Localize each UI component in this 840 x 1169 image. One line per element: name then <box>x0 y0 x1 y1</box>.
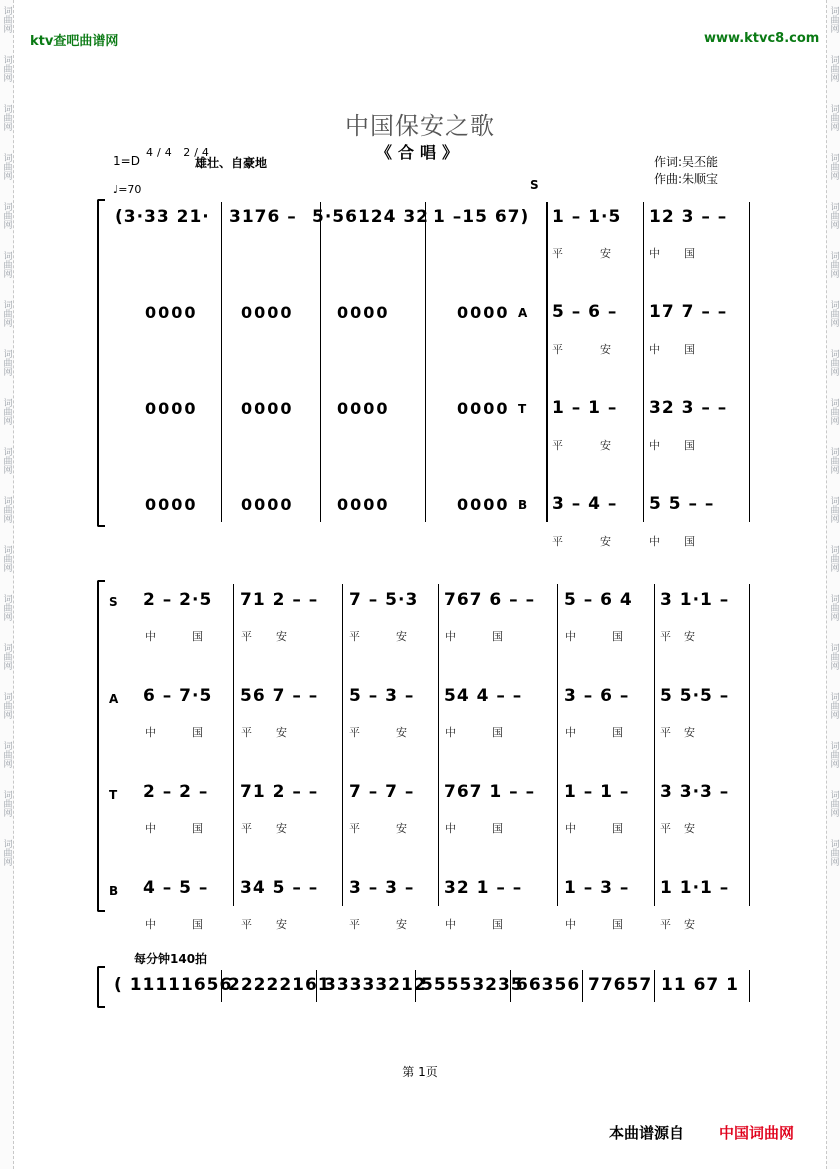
lyric: 国 <box>684 343 695 356</box>
watermark-glyph: 词 <box>828 104 839 113</box>
watermark-glyph: 网 <box>828 759 839 768</box>
bass-measure: 1 – 3 – <box>564 878 630 898</box>
soprano-intro-measure: (3·33 21· <box>115 207 210 227</box>
tenor-rest: 0000 <box>337 399 390 418</box>
lyric: 国 <box>492 726 503 739</box>
watermark-glyph: 网 <box>1 612 12 621</box>
system1-barline <box>425 202 426 522</box>
soprano-measure: 5 – 6 4 <box>564 590 633 610</box>
watermark-glyph: 曲 <box>1 554 12 563</box>
lyric: 中 <box>565 630 576 643</box>
watermark-glyph: 曲 <box>828 848 839 857</box>
watermark-glyph: 曲 <box>1 309 12 318</box>
lyric: 平 <box>660 822 671 835</box>
watermark-glyph: 曲 <box>1 407 12 416</box>
watermark-glyph: 曲 <box>828 309 839 318</box>
bass-measure: 34 5 – – <box>240 878 319 898</box>
lyric: 中 <box>145 726 156 739</box>
lyric: 中 <box>145 630 156 643</box>
watermark-glyph: 词 <box>828 643 839 652</box>
lyric: 平 <box>241 630 252 643</box>
watermark-glyph: 词 <box>1 251 12 260</box>
watermark-glyph: 曲 <box>1 456 12 465</box>
watermark-glyph: 曲 <box>1 15 12 24</box>
watermark-glyph: 曲 <box>1 64 12 73</box>
tenor-measure: 2 – 2 – <box>143 782 209 802</box>
bass-rest: 0000 <box>457 495 510 514</box>
watermark-glyph: 词 <box>1 202 12 211</box>
watermark-glyph: 网 <box>828 612 839 621</box>
soprano-measure: 71 2 – – <box>240 590 319 610</box>
system2-barline <box>654 584 655 906</box>
watermark-glyph: 曲 <box>1 652 12 661</box>
watermark-glyph: 曲 <box>828 162 839 171</box>
lyric: 安 <box>396 918 407 931</box>
lyric: 安 <box>600 535 611 548</box>
watermark-glyph: 词 <box>828 839 839 848</box>
system2-barline <box>749 584 750 906</box>
watermark-glyph: 词 <box>828 496 839 505</box>
watermark-glyph: 网 <box>828 514 839 523</box>
lyric: 平 <box>552 535 563 548</box>
accompaniment-measure: 77657 <box>588 975 653 995</box>
bass-rest: 0000 <box>337 495 390 514</box>
watermark-glyph: 网 <box>1 220 12 229</box>
watermark-glyph: 词 <box>828 6 839 15</box>
alto-rest: 0000 <box>337 303 390 322</box>
alto-measure: 5 – 6 – <box>552 302 618 322</box>
tenor-rest: 0000 <box>241 399 294 418</box>
watermark-glyph: 网 <box>828 171 839 180</box>
watermark-glyph: 网 <box>828 710 839 719</box>
lyric: 国 <box>684 535 695 548</box>
alto-label: A <box>518 306 528 320</box>
watermark-glyph: 曲 <box>1 750 12 759</box>
soprano-measure: 12 3 – – <box>649 207 728 227</box>
key-signature: 1=D <box>113 154 140 168</box>
watermark-glyph: 网 <box>1 710 12 719</box>
lyric: 国 <box>684 247 695 260</box>
system2-barline <box>233 584 234 906</box>
watermark-glyph: 网 <box>1 73 12 82</box>
bass-measure: 5 5 – – <box>649 494 715 514</box>
watermark-glyph: 词 <box>1 790 12 799</box>
lyric: 平 <box>660 726 671 739</box>
watermark-glyph: 曲 <box>1 799 12 808</box>
watermark-glyph: 网 <box>828 661 839 670</box>
lyric: 中 <box>565 822 576 835</box>
lyric: 中 <box>649 343 660 356</box>
alto-measure: 56 7 – – <box>240 686 319 706</box>
lyric: 安 <box>276 630 287 643</box>
watermark-glyph: 网 <box>1 416 12 425</box>
soprano-measure: 7 – 5·3 <box>349 590 419 610</box>
watermark-glyph: 词 <box>828 55 839 64</box>
watermark-glyph: 曲 <box>828 701 839 710</box>
watermark-glyph: 网 <box>1 171 12 180</box>
watermark-glyph: 词 <box>828 447 839 456</box>
lyric: 安 <box>600 439 611 452</box>
watermark-glyph: 词 <box>828 153 839 162</box>
watermark-glyph: 词 <box>1 398 12 407</box>
lyric: 国 <box>192 918 203 931</box>
system1-barline <box>643 202 644 522</box>
accompaniment-measure: 22222161 <box>228 975 331 995</box>
bass-measure: 32 1 – – <box>444 878 523 898</box>
bass-label: B <box>518 498 528 512</box>
watermark-glyph: 词 <box>828 251 839 260</box>
watermark-glyph: 词 <box>1 741 12 750</box>
watermark-glyph: 词 <box>1 594 12 603</box>
lyric: 平 <box>660 630 671 643</box>
watermark-glyph: 曲 <box>828 750 839 759</box>
composer-credit: 作曲:朱顺宝 <box>654 172 719 186</box>
watermark-glyph: 曲 <box>1 211 12 220</box>
tenor-measure: 767 1 – – <box>444 782 536 802</box>
alto-measure: 6 – 7·5 <box>143 686 213 706</box>
lyric: 平 <box>349 630 360 643</box>
watermark-glyph: 曲 <box>1 162 12 171</box>
watermark-glyph: 曲 <box>828 505 839 514</box>
watermark-glyph: 词 <box>1 545 12 554</box>
watermark-glyph: 网 <box>1 269 12 278</box>
lyric: 平 <box>349 726 360 739</box>
system3-barline <box>582 970 583 1002</box>
lyric: 国 <box>684 439 695 452</box>
watermark-glyph: 网 <box>828 269 839 278</box>
watermark-glyph: 网 <box>1 465 12 474</box>
system1-barline <box>320 202 321 522</box>
song-subtitle: 《合唱》 <box>375 143 464 162</box>
lyric: 安 <box>684 726 695 739</box>
tenor-measure: 3 3·3 – <box>660 782 730 802</box>
site-header-left[interactable]: ktv查吧曲谱网 <box>30 34 119 49</box>
alto-measure: 3 – 6 – <box>564 686 630 706</box>
watermark-glyph: 网 <box>828 318 839 327</box>
watermark-glyph: 网 <box>1 122 12 131</box>
lyric: 国 <box>612 822 623 835</box>
tempo-change-note: 每分钟140拍 <box>134 952 208 966</box>
source-note: 本曲谱源自 <box>609 1124 685 1142</box>
soprano-intro-measure: 5·56124 32 <box>312 207 430 227</box>
watermark-glyph: 曲 <box>828 64 839 73</box>
watermark-glyph: 词 <box>1 447 12 456</box>
system3-brace <box>97 966 105 1008</box>
watermark-glyph: 词 <box>828 692 839 701</box>
soprano-measure: 767 6 – – <box>444 590 536 610</box>
watermark-glyph: 曲 <box>828 260 839 269</box>
lyric: 中 <box>445 918 456 931</box>
watermark-glyph: 网 <box>1 857 12 866</box>
watermark-glyph: 曲 <box>828 407 839 416</box>
watermark-glyph: 网 <box>1 318 12 327</box>
lyric: 中 <box>649 247 660 260</box>
watermark-glyph: 网 <box>1 563 12 572</box>
watermark-glyph: 曲 <box>1 505 12 514</box>
watermark-glyph: 曲 <box>828 799 839 808</box>
soprano-section-label: S <box>530 178 539 192</box>
watermark-glyph: 词 <box>1 6 12 15</box>
watermark-glyph: 词 <box>1 496 12 505</box>
lyric: 中 <box>445 630 456 643</box>
soprano-intro-measure: 1 –15 67) <box>433 207 530 227</box>
tenor-rest: 0000 <box>457 399 510 418</box>
watermark-glyph: 词 <box>828 545 839 554</box>
lyric: 平 <box>552 247 563 260</box>
lyric: 中 <box>145 918 156 931</box>
watermark-glyph: 词 <box>1 55 12 64</box>
bass-rest: 0000 <box>241 495 294 514</box>
lyric: 中 <box>445 822 456 835</box>
accompaniment-measure: 55553235 <box>421 975 524 995</box>
watermark-glyph: 词 <box>1 643 12 652</box>
watermark-glyph: 曲 <box>828 15 839 24</box>
watermark-glyph: 网 <box>1 808 12 817</box>
lyric: 安 <box>684 918 695 931</box>
lyric: 平 <box>241 918 252 931</box>
accompaniment-measure: 66356 <box>516 975 581 995</box>
watermark-glyph: 词 <box>828 349 839 358</box>
watermark-glyph: 词 <box>828 398 839 407</box>
lyric: 安 <box>684 822 695 835</box>
system2-barline <box>557 584 558 906</box>
soprano-measure: 1 – 1·5 <box>552 207 622 227</box>
lyric: 安 <box>600 343 611 356</box>
system2-barline <box>342 584 343 906</box>
left-watermark-strip <box>0 0 14 1169</box>
system3-barline <box>654 970 655 1002</box>
tenor-measure: 1 – 1 – <box>552 398 618 418</box>
lyric: 国 <box>612 918 623 931</box>
alto-measure: 5 5·5 – <box>660 686 730 706</box>
watermark-glyph: 网 <box>1 367 12 376</box>
lyric: 平 <box>349 918 360 931</box>
accompaniment-measure: ( 11111656 <box>114 975 233 995</box>
lyric: 安 <box>276 726 287 739</box>
system2-barline <box>438 584 439 906</box>
bass-measure: 4 – 5 – <box>143 878 209 898</box>
watermark-glyph: 词 <box>1 153 12 162</box>
watermark-glyph: 网 <box>1 514 12 523</box>
lyric: 中 <box>565 726 576 739</box>
lyric: 国 <box>192 726 203 739</box>
watermark-glyph: 网 <box>828 220 839 229</box>
watermark-glyph: 网 <box>828 563 839 572</box>
alto-measure: 54 4 – – <box>444 686 523 706</box>
lyric: 国 <box>492 918 503 931</box>
watermark-glyph: 网 <box>828 808 839 817</box>
source-site-link[interactable]: 中国词曲网 <box>719 1124 795 1142</box>
lyric: 中 <box>649 535 660 548</box>
tenor-measure: 71 2 – – <box>240 782 319 802</box>
lyric: 安 <box>396 726 407 739</box>
lyric: 国 <box>192 822 203 835</box>
watermark-glyph: 网 <box>828 857 839 866</box>
lyric: 平 <box>660 918 671 931</box>
lyric: 中 <box>445 726 456 739</box>
tenor-label: T <box>518 402 527 416</box>
soprano-measure: 2 – 2·5 <box>143 590 213 610</box>
lyric: 中 <box>649 439 660 452</box>
watermark-glyph: 曲 <box>828 113 839 122</box>
watermark-glyph: 网 <box>1 759 12 768</box>
watermark-glyph: 网 <box>828 122 839 131</box>
watermark-glyph: 曲 <box>828 554 839 563</box>
watermark-glyph: 曲 <box>828 211 839 220</box>
lyric: 平 <box>241 726 252 739</box>
tenor-rest: 0000 <box>145 399 198 418</box>
lyric: 国 <box>492 822 503 835</box>
watermark-glyph: 词 <box>1 104 12 113</box>
tenor-label: T <box>109 788 118 802</box>
lyric: 安 <box>276 822 287 835</box>
lyric: 安 <box>396 822 407 835</box>
watermark-glyph: 网 <box>828 465 839 474</box>
watermark-glyph: 词 <box>1 839 12 848</box>
alto-rest: 0000 <box>457 303 510 322</box>
lyric: 平 <box>349 822 360 835</box>
time-signature: 4/4 2/4 <box>146 146 213 159</box>
watermark-glyph: 曲 <box>1 113 12 122</box>
alto-measure: 17 7 – – <box>649 302 728 322</box>
lyric: 国 <box>612 630 623 643</box>
watermark-glyph: 网 <box>828 24 839 33</box>
right-watermark-strip <box>826 0 840 1169</box>
watermark-glyph: 词 <box>1 692 12 701</box>
watermark-glyph: 曲 <box>1 701 12 710</box>
lyric: 平 <box>552 439 563 452</box>
bass-rest: 0000 <box>145 495 198 514</box>
song-title: 中国保安之歌 <box>345 112 495 140</box>
system1-barline <box>749 202 750 522</box>
watermark-glyph: 词 <box>828 202 839 211</box>
system3-barline <box>749 970 750 1002</box>
watermark-glyph: 词 <box>828 741 839 750</box>
lyric: 平 <box>241 822 252 835</box>
watermark-glyph: 词 <box>1 300 12 309</box>
watermark-glyph: 词 <box>828 594 839 603</box>
watermark-glyph: 曲 <box>1 260 12 269</box>
lyric: 国 <box>192 630 203 643</box>
soprano-measure: 3 1·1 – <box>660 590 730 610</box>
alto-rest: 0000 <box>145 303 198 322</box>
alto-rest: 0000 <box>241 303 294 322</box>
watermark-glyph: 词 <box>1 349 12 358</box>
tenor-measure: 7 – 7 – <box>349 782 415 802</box>
watermark-glyph: 网 <box>1 661 12 670</box>
lyric: 安 <box>276 918 287 931</box>
lyric: 安 <box>684 630 695 643</box>
watermark-glyph: 网 <box>828 73 839 82</box>
lyricist-credit: 作词:吴丕能 <box>654 155 719 169</box>
lyric: 国 <box>612 726 623 739</box>
watermark-glyph: 曲 <box>1 848 12 857</box>
system2-brace <box>97 580 105 912</box>
alto-measure: 5 – 3 – <box>349 686 415 706</box>
soprano-label: S <box>109 595 118 609</box>
watermark-glyph: 曲 <box>828 456 839 465</box>
watermark-glyph: 曲 <box>828 358 839 367</box>
mood-marking: 雄壮、自豪地 <box>195 156 268 170</box>
tenor-measure: 32 3 – – <box>649 398 728 418</box>
watermark-glyph: 曲 <box>1 358 12 367</box>
watermark-glyph: 网 <box>1 24 12 33</box>
bass-measure: 1 1·1 – <box>660 878 730 898</box>
watermark-glyph: 曲 <box>1 603 12 612</box>
accompaniment-measure: 33333212 <box>324 975 427 995</box>
lyric: 安 <box>396 630 407 643</box>
accompaniment-measure: 11 67 1 <box>661 975 739 995</box>
system1-barline-double <box>546 202 548 522</box>
bass-label: B <box>109 884 119 898</box>
alto-label: A <box>109 692 119 706</box>
lyric: 中 <box>565 918 576 931</box>
page-number: 第 1页 <box>402 1065 438 1079</box>
tempo-marking: ♩=70 <box>113 183 142 196</box>
watermark-glyph: 词 <box>828 790 839 799</box>
lyric: 中 <box>145 822 156 835</box>
watermark-glyph: 曲 <box>828 603 839 612</box>
watermark-glyph: 曲 <box>828 652 839 661</box>
site-header-url[interactable]: www.ktvc8.com <box>704 31 820 46</box>
lyric: 国 <box>492 630 503 643</box>
tenor-measure: 1 – 1 – <box>564 782 630 802</box>
lyric: 平 <box>552 343 563 356</box>
bass-measure: 3 – 4 – <box>552 494 618 514</box>
bass-measure: 3 – 3 – <box>349 878 415 898</box>
watermark-glyph: 网 <box>828 367 839 376</box>
soprano-intro-measure: 3176 – <box>229 207 297 227</box>
system1-brace <box>97 199 105 527</box>
watermark-glyph: 网 <box>828 416 839 425</box>
lyric: 安 <box>600 247 611 260</box>
system1-barline <box>221 202 222 522</box>
watermark-glyph: 词 <box>828 300 839 309</box>
